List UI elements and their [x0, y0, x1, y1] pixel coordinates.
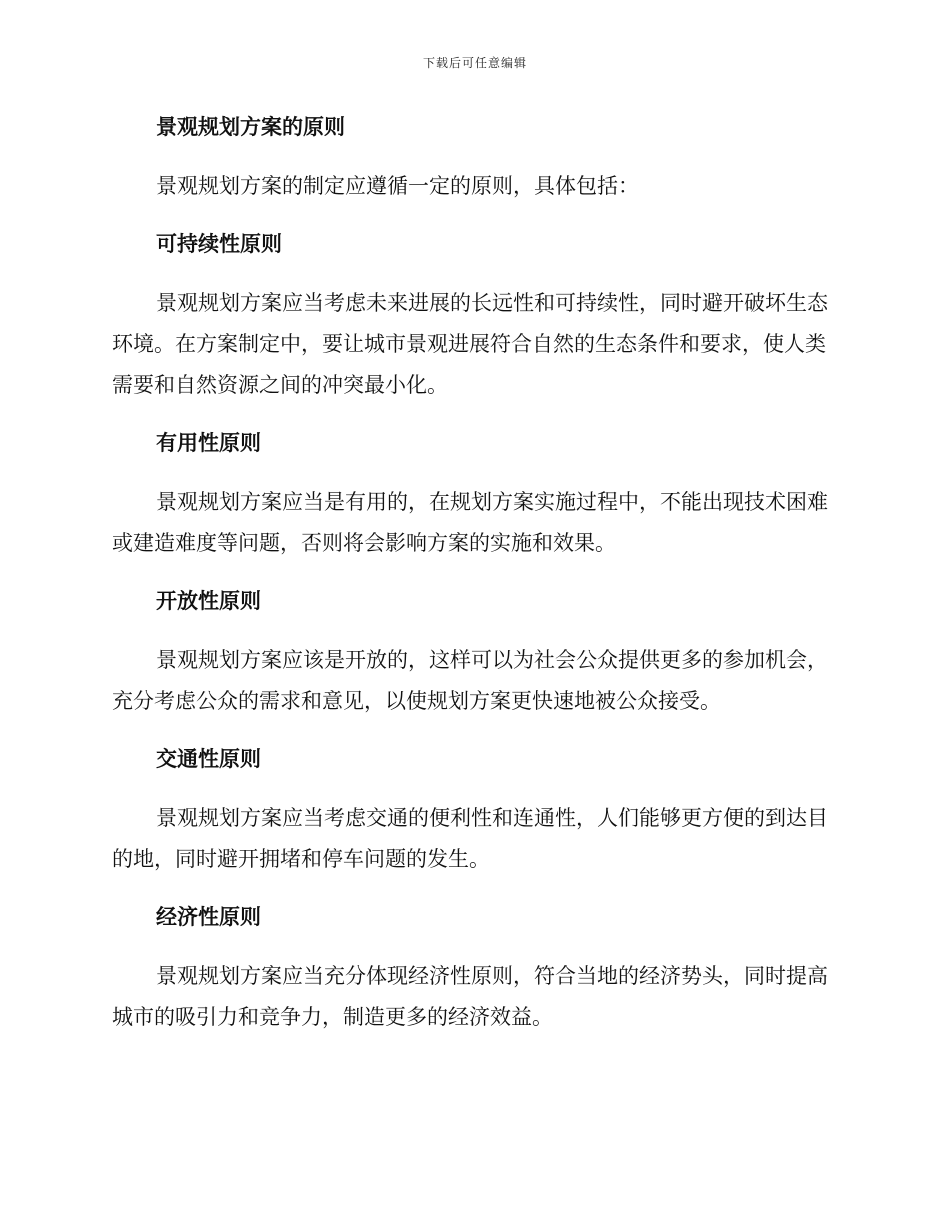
section-heading-economy: 经济性原则	[156, 905, 261, 929]
section-body-openness: 景观规划方案应该是开放的，这样可以为社会公众提供更多的参加机会，充分考虑公众的需求和意见，以使规划方案更快速地被公众接受。	[112, 648, 828, 713]
section-heading-sustainability: 可持续性原则	[156, 232, 282, 256]
document-body	[112, 112, 832, 1038]
section-body-traffic: 景观规划方案应当考虑交通的便利性和连通性，人们能够更方便的到达目的地，同时避开拥堵和停车问题的发生。	[112, 806, 828, 871]
section-heading-usefulness: 有用性原则	[156, 431, 261, 455]
page-header: 下载后可任意编辑	[422, 56, 527, 70]
section-body-usefulness: 景观规划方案应当是有用的，在规划方案实施过程中，不能出现技术困难或建造难度等问题，否则将会影响方案的实施和效果。	[112, 490, 828, 555]
section-body-sustainability: 景观规划方案应当考虑未来进展的长远性和可持续性，同时避开破坏生态环境。在方案制定中，要让城市景观进展符合自然的生态条件和要求，使人类需要和自然资源之间的冲突最小化。	[112, 291, 828, 397]
intro-paragraph: 景观规划方案的制定应遵循一定的原则，具体包括：	[156, 174, 639, 198]
section-body-economy: 景观规划方案应当充分体现经济性原则，符合当地的经济势头，同时提高城市的吸引力和竞争力，制造更多的经济效益。	[112, 964, 828, 1029]
section-heading-traffic: 交通性原则	[156, 747, 261, 771]
section-heading-openness: 开放性原则	[156, 589, 261, 613]
document-title: 景观规划方案的原则	[156, 115, 345, 139]
